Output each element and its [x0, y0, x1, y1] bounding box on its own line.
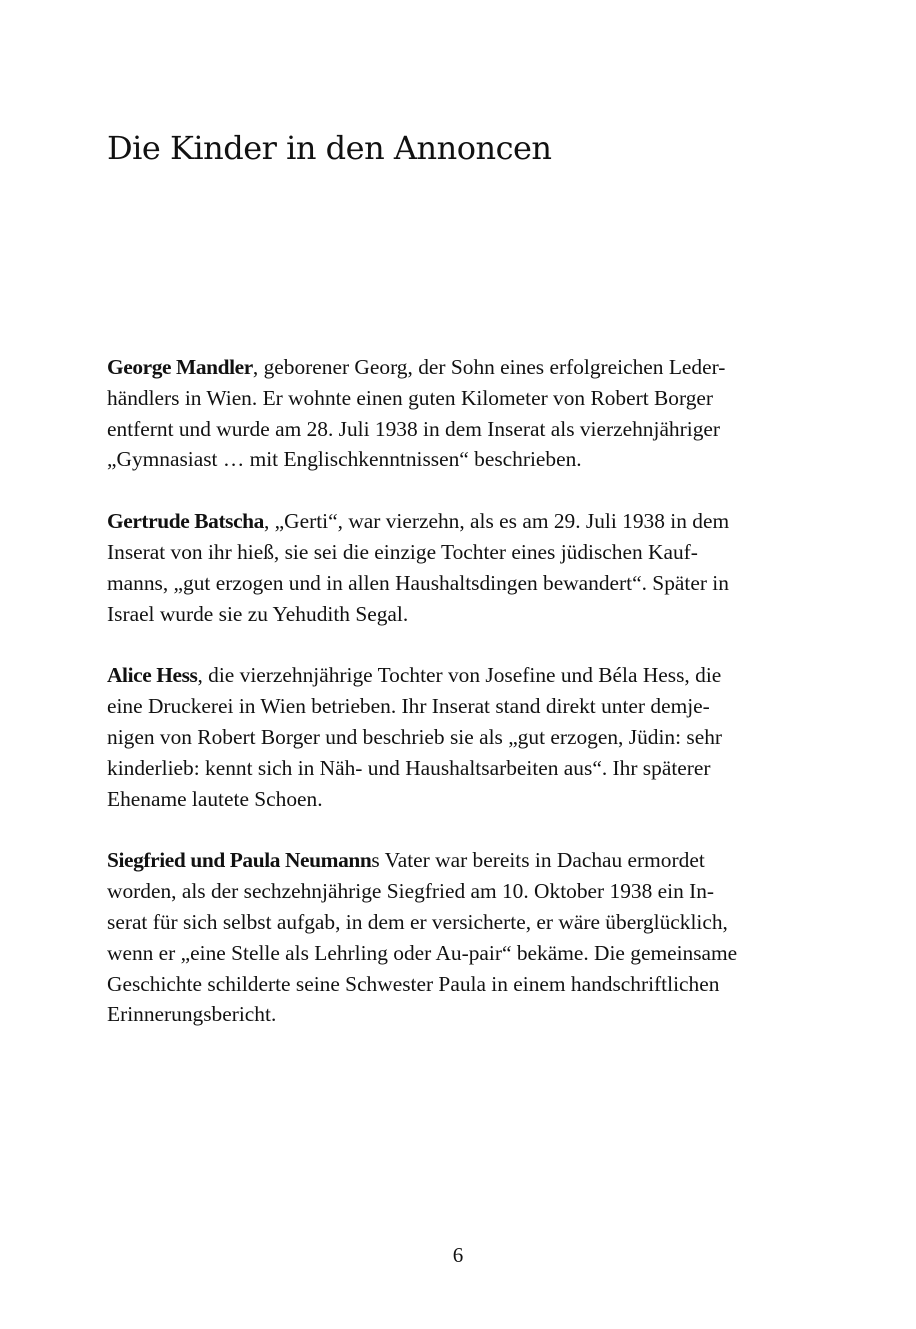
text-line: manns, „gut erzogen und in allen Haushaltsdingen bewandert“. Später in [107, 570, 729, 595]
paragraph-george-mandler [107, 352, 787, 475]
text-line: Israel wurde sie zu Yehudith Segal. [107, 601, 409, 626]
text-line: eine Druckerei in Wien betrieben. Ihr Inserat stand direkt unter demje- [107, 694, 710, 719]
body-text [107, 352, 787, 1061]
chapter-title: Die Kinder in den Annoncen [107, 129, 552, 167]
text-line: wenn er „eine Stelle als Lehrling oder Au-pair“ bekäme. Die gemeinsame [107, 940, 738, 965]
text-line [107, 845, 787, 876]
text-segment: , „Gerti“, war vierzehn, als es am 29. Juli 1938 in dem [263, 509, 730, 534]
text-line: „Gymnasiast … mit Englischkenntnissen“ beschrieben. [107, 447, 582, 472]
text-line: Erinnerungsbericht. [107, 1002, 277, 1027]
text-line: händlers in Wien. Er wohnte einen guten Kilometer von Robert Borger [107, 385, 714, 410]
text-line: Ehename lautete Schoen. [107, 786, 323, 811]
text-segment: , die vierzehnjährige Tochter von Josefine und Béla Hess, die [197, 663, 722, 688]
text-line [107, 506, 787, 537]
text-line: entfernt und wurde am 28. Juli 1938 in dem Inserat als vierzehnjähriger [107, 416, 721, 441]
person-name: Alice Hess [107, 663, 198, 688]
person-name: Gertrude Batscha [107, 509, 264, 534]
text-segment: s Vater war bereits in Dachau ermordet [371, 848, 705, 873]
page-number: 6 [452, 1243, 464, 1267]
person-name: Siegfried und Paula Neumann [107, 848, 372, 873]
text-line [107, 660, 787, 691]
text-line: worden, als der sechzehnjährige Siegfried am 10. Oktober 1938 ein In- [107, 879, 715, 904]
text-line: serat für sich selbst aufgab, in dem er versicherte, er wäre überglücklich, [107, 909, 728, 934]
paragraph-gertrude-batscha [107, 506, 787, 629]
text-line: Inserat von ihr hieß, sie sei die einzige Tochter eines jüdischen Kauf- [107, 539, 698, 564]
text-segment: , geborener Georg, der Sohn eines erfolgreichen Leder- [252, 355, 726, 379]
text-line: nigen von Robert Borger und beschrieb sie als „gut erzogen, Jüdin: sehr [107, 724, 723, 749]
text-line: kinderlieb: kennt sich in Näh- und Haushaltsarbeiten aus“. Ihr späterer [107, 755, 711, 780]
paragraph-alice-hess [107, 660, 787, 814]
person-name: George Mandler [107, 355, 253, 379]
text-line [107, 352, 787, 383]
text-line: Geschichte schilderte seine Schwester Paula in einem handschriftlichen [107, 971, 720, 996]
paragraph-siegfried-paula-neumann [107, 845, 787, 1030]
